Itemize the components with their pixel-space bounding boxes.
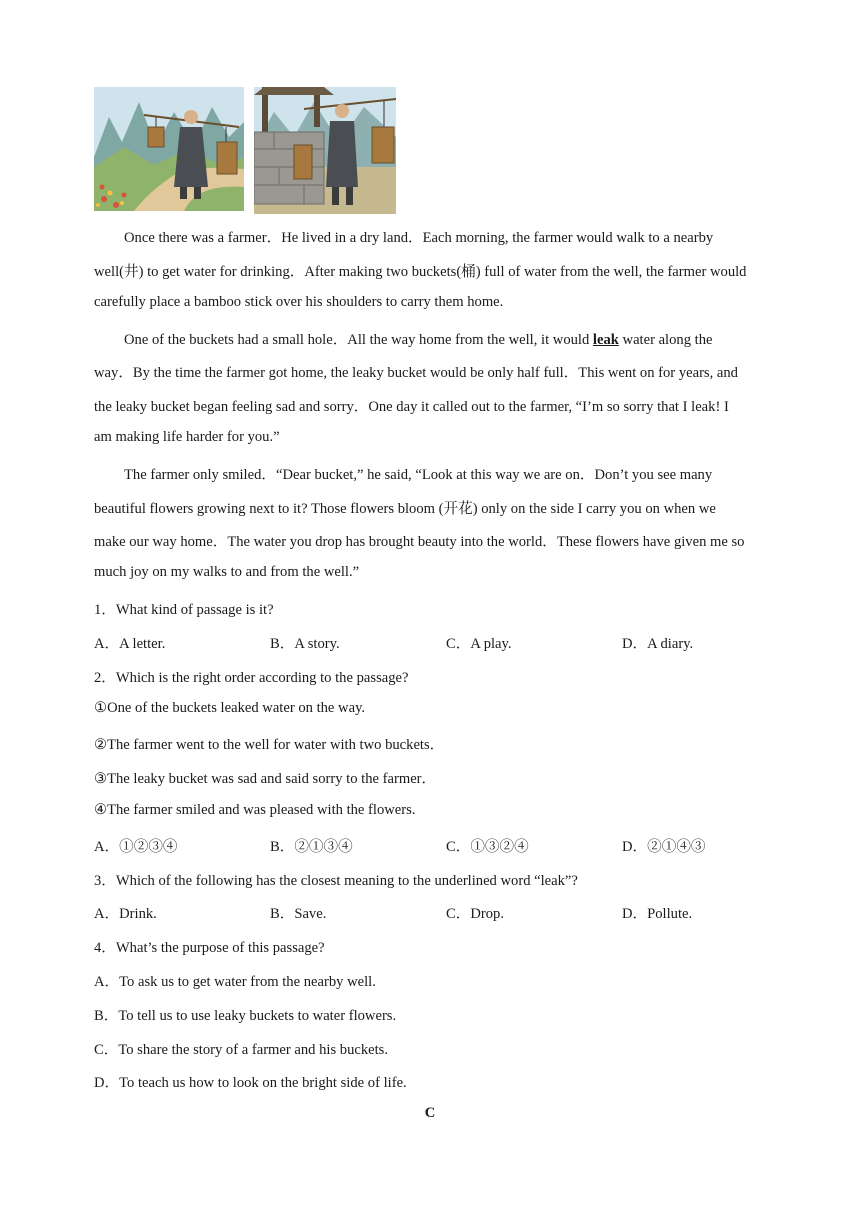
question-stem: 2．Which is the right order according to the passage? <box>94 670 409 686</box>
passage-line <box>124 328 712 349</box>
answer-option: A．A letter. <box>94 636 166 652</box>
farmer-path-illustration <box>94 87 244 211</box>
answer-option: B．A story. <box>270 636 340 652</box>
passage-line: much joy on my walks to and from the well.” <box>94 564 360 580</box>
passage-line: well(井) to get water for drinking．After making two buckets(桶) full of water from the well, the farmer would <box>94 264 747 280</box>
order-item: ④The farmer smiled and was pleased with the flowers. <box>94 802 416 818</box>
answer-option: A．①②③④ <box>94 839 178 855</box>
passage-line: way．By the time the farmer got home, the leaky bucket would be only half full．This went on for years, and <box>94 365 738 381</box>
underlined-word-leak: leak <box>592 332 619 348</box>
passage-line: make our way home．The water you drop has brought beauty into the world．These flowers have given me so <box>94 534 745 550</box>
answer-option: C．To share the story of a farmer and his buckets. <box>94 1042 389 1058</box>
order-item: ②The farmer went to the well for water with two buckets． <box>94 737 445 753</box>
passage-line: the leaky bucket began feeling sad and sorry．One day it called out to the farmer, “I’m so sorry that I leak! I <box>94 399 729 415</box>
passage-text: water along the <box>618 332 713 348</box>
passage-line: Once there was a farmer．He lived in a dry land．Each morning, the farmer would walk to a nearby <box>124 230 714 246</box>
answer-option: D．Pollute. <box>622 906 693 922</box>
answer-option: C．Drop. <box>446 906 504 922</box>
passage-line: beautiful flowers growing next to it? Those flowers bloom (开花) only on the side I carry you on when we <box>94 501 716 517</box>
answer-option: B．Save. <box>270 906 327 922</box>
answer-option: C．①③②④ <box>446 839 529 855</box>
answer-option: B．②①③④ <box>270 839 353 855</box>
answer-option: D．To teach us how to look on the bright side of life. <box>94 1075 407 1091</box>
answer-option: D．A diary. <box>622 636 694 652</box>
order-item: ①One of the buckets leaked water on the way. <box>94 700 366 716</box>
passage-text: One of the buckets had a small hole．All the way home from the well, it would <box>124 332 593 348</box>
answer-option: C．A play. <box>446 636 512 652</box>
answer-option: A．Drink. <box>94 906 157 922</box>
answer-option: A．To ask us to get water from the nearby well. <box>94 974 376 990</box>
order-item: ③The leaky bucket was sad and said sorry to the farmer． <box>94 771 437 787</box>
answer-option: D．②①④③ <box>622 839 706 855</box>
passage-line: carefully place a bamboo stick over his shoulders to carry them home. <box>94 294 504 310</box>
question-stem: 3．Which of the following has the closest meaning to the underlined word “leak”? <box>94 873 578 889</box>
question-stem: 4．What’s the purpose of this passage? <box>94 940 325 956</box>
section-label: C <box>424 1105 436 1121</box>
question-stem: 1．What kind of passage is it? <box>94 602 274 618</box>
answer-option: B．To tell us to use leaky buckets to water flowers. <box>94 1008 397 1024</box>
farmer-well-illustration <box>254 87 396 214</box>
passage-line: am making life harder for you.” <box>94 429 280 445</box>
passage-line: The farmer only smiled．“Dear bucket,” he said, “Look at this way we are on．Don’t you see many <box>124 467 713 483</box>
